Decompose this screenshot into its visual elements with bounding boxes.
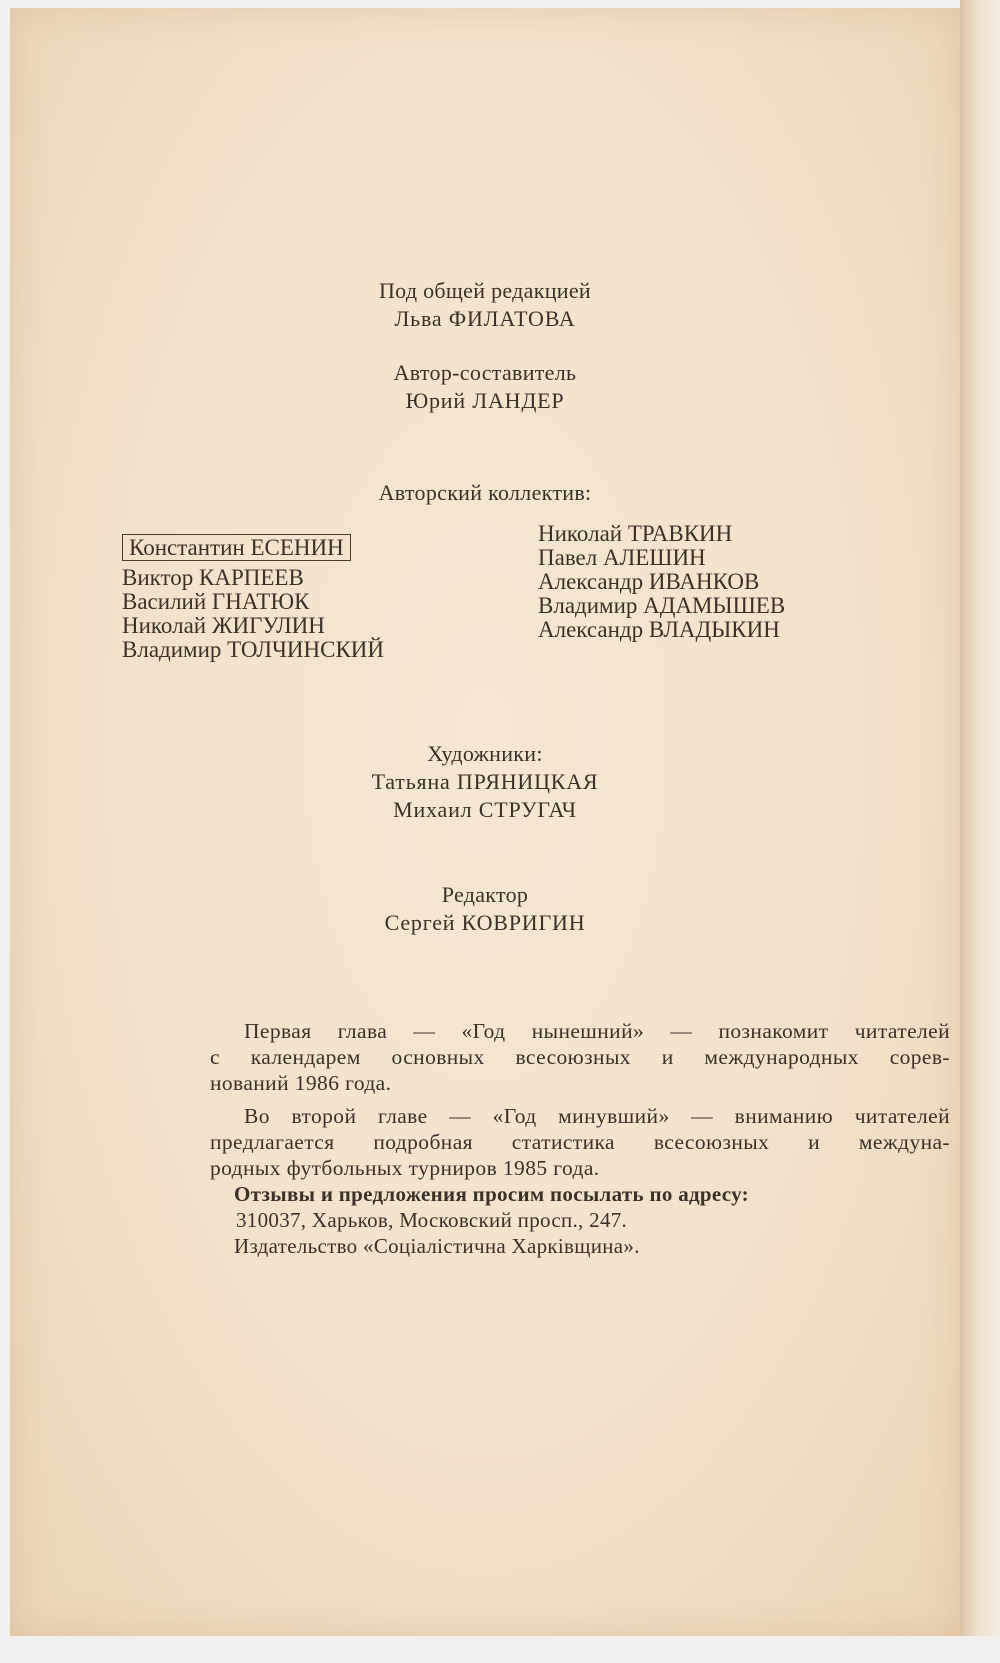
paragraph-2-line-2: предлагается подробная статистика всесоюзных и междуна-: [210, 1130, 950, 1154]
editor-name: Сергей КОВРИГИН: [384, 910, 586, 935]
address-heading: Отзывы и предложения просим посылать по адресу:: [234, 1182, 749, 1206]
author-right-2: Павел АЛЕШИН: [538, 545, 706, 570]
artist-name-2: Михаил СТРУГАЧ: [393, 797, 577, 822]
compiler-name: Юрий ЛАНДЕР: [405, 388, 565, 413]
author-right-4: Владимир АДАМЫШЕВ: [538, 593, 786, 618]
scan-margin: [0, 1636, 1000, 1663]
compiler-label: Автор-составитель: [393, 360, 577, 385]
show-through: [80, 178, 98, 252]
author-left-4: Николай ЖИГУЛИН: [122, 613, 325, 638]
author-right-5: Александр ВЛАДЫКИН: [538, 617, 780, 642]
editorial-name: Льва ФИЛАТОВА: [394, 306, 576, 331]
address-line-2: Издательство «Соціалістична Харківщина».: [234, 1234, 640, 1258]
editor-label: Редактор: [441, 882, 529, 907]
paragraph-2-line-3: родных футбольных турниров 1985 года.: [210, 1156, 600, 1180]
author-name-highlighted: Константин ЕСЕНИН: [122, 534, 351, 561]
paragraph-1-line-1: Первая глава — «Год нынешний» — познакомит читателей: [244, 1019, 950, 1043]
book-page: [10, 8, 960, 1636]
author-right-3: Александр ИВАНКОВ: [538, 569, 760, 594]
editorial-label: Под общей редакцией: [378, 278, 592, 303]
address-line-1: 310037, Харьков, Московский просп., 247.: [236, 1208, 628, 1232]
artists-label: Художники:: [427, 741, 543, 766]
author-left-1: [130, 535, 351, 561]
author-left-2: Виктор КАРПЕЕВ: [122, 565, 304, 590]
description-paragraph-2: [210, 1103, 950, 1181]
paragraph-2-line-1: Во второй главе — «Год минувший» — вниманию читателей: [244, 1104, 950, 1128]
collective-label: Авторский коллектив:: [378, 480, 592, 505]
description-paragraph-1: [210, 1018, 950, 1096]
page-edge: [960, 0, 1000, 1663]
paragraph-1-line-3: нований 1986 года.: [210, 1071, 392, 1095]
paragraph-1-line-2: с календарем основных всесоюзных и международных сорев-: [210, 1045, 950, 1069]
author-left-3: Василий ГНАТЮК: [122, 589, 310, 614]
author-left-5: Владимир ТОЛЧИНСКИЙ: [122, 637, 385, 662]
author-right-1: Николай ТРАВКИН: [538, 521, 733, 546]
artist-name-1: Татьяна ПРЯНИЦКАЯ: [371, 769, 599, 794]
